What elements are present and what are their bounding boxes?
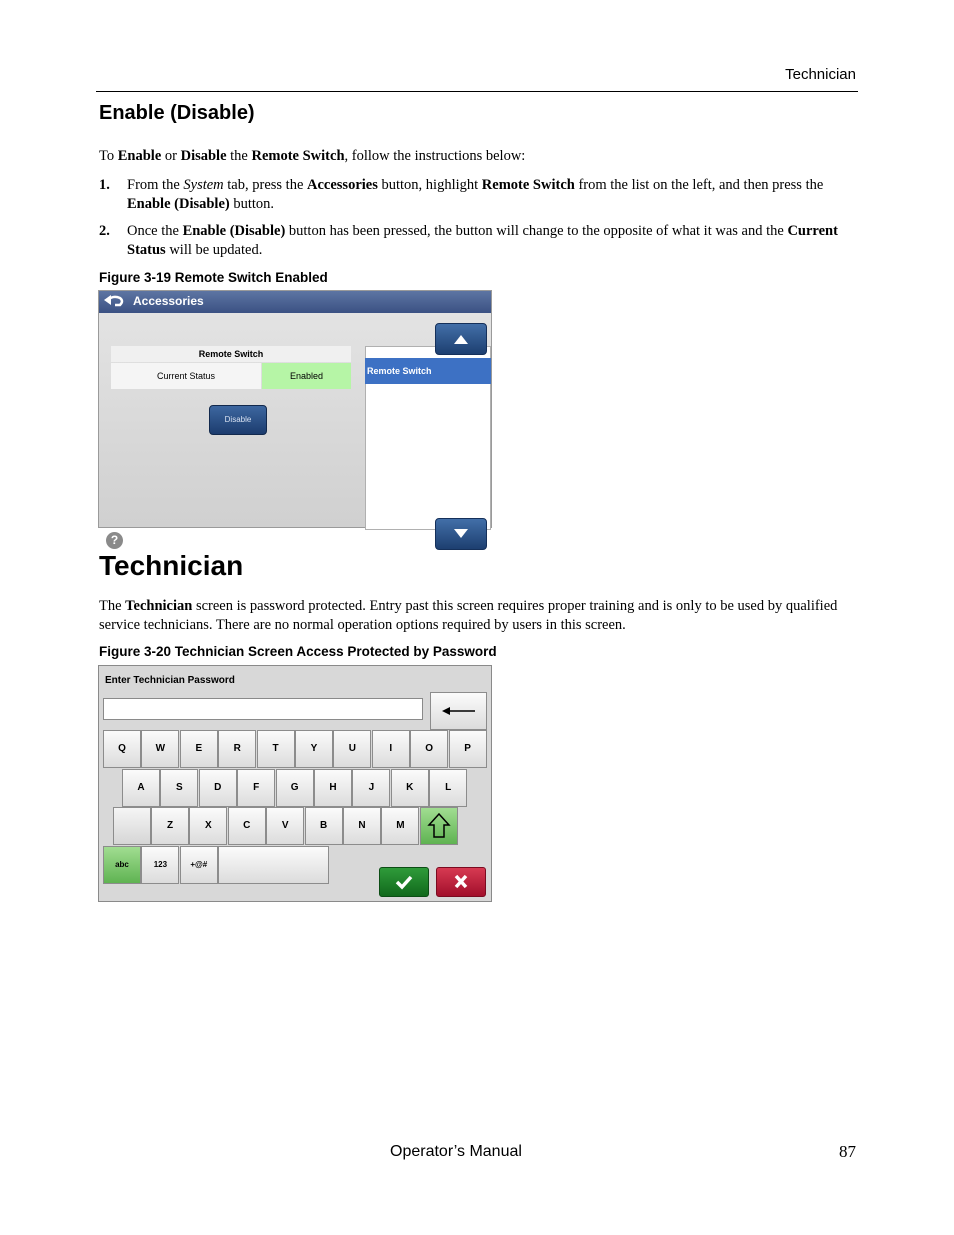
space-key[interactable] [218,846,329,884]
key-g[interactable]: G [276,769,314,807]
table-header: Remote Switch [111,346,351,362]
key-h[interactable]: H [314,769,352,807]
footer-title: Operator’s Manual [390,1143,522,1160]
key-d[interactable]: D [199,769,237,807]
password-prompt: Enter Technician Password [105,675,235,686]
disable-button[interactable]: Disable [209,405,267,435]
status-value: Enabled [262,363,351,389]
section-heading-technician: Technician [99,550,244,581]
shift-key[interactable] [420,807,458,845]
help-icon[interactable]: ? [106,532,123,549]
key-x[interactable]: X [189,807,227,845]
scroll-up-icon [436,324,486,354]
key-w[interactable]: W [141,730,179,768]
backspace-arrow-icon [431,693,486,729]
step-text: From the System tab, press the Accessories button, highlight Remote Switch from the list on the left, and then press the Enable (Disable) button. [127,177,824,212]
mode-key-1[interactable]: 123 [141,846,179,884]
key-e[interactable]: E [180,730,218,768]
key-z[interactable]: Z [151,807,189,845]
key-o[interactable]: O [410,730,448,768]
technician-paragraph: The Technician screen is password protected. Entry past this screen requires proper training and is only to be used by qualified service technicians. There are no normal operation options required by users in this screen. [99,598,838,633]
key-y[interactable]: Y [295,730,333,768]
status-label: Current Status [111,363,261,389]
running-head: Technician [785,66,856,83]
accessories-screen [98,290,492,547]
scroll-down-icon [436,519,486,549]
key-c[interactable]: C [228,807,266,845]
key-m[interactable]: M [381,807,419,845]
key-k[interactable]: K [391,769,429,807]
header-rule [96,91,858,92]
cancel-button[interactable] [436,867,486,897]
back-arrow-icon[interactable] [103,293,125,311]
intro-paragraph: To Enable or Disable the Remote Switch, follow the instructions below: [99,148,526,164]
figure-caption: Figure 3-20 Technician Screen Access Protected by Password [99,644,497,659]
key-n[interactable]: N [343,807,381,845]
screen-title: Accessories [133,294,204,308]
step-text: Once the Enable (Disable) button has been pressed, the button will change to the opposite of what it was and the Current Status will be updated. [127,223,838,258]
step-number: 1. [99,177,110,193]
key-t[interactable]: T [257,730,295,768]
key-l[interactable]: L [429,769,467,807]
key-i[interactable]: I [372,730,410,768]
key-v[interactable]: V [266,807,304,845]
step-1 [99,176,856,216]
close-icon [437,868,485,896]
section-heading-enable: Enable (Disable) [99,102,255,124]
check-icon [380,868,428,896]
mode-key-2[interactable]: +@# [180,846,218,884]
list-item-remote-switch[interactable]: Remote Switch [365,358,491,384]
step-2 [99,222,856,262]
key-j[interactable]: J [352,769,390,807]
shift-arrow-icon [421,808,457,844]
content-panel [99,313,491,547]
key-r[interactable]: R [218,730,256,768]
step-number: 2. [99,223,110,239]
key-q[interactable]: Q [103,730,141,768]
key-f[interactable]: F [237,769,275,807]
mode-key-0[interactable]: abc [103,846,141,884]
backspace-key[interactable] [430,692,487,730]
scroll-down-button[interactable] [435,518,487,550]
key-u[interactable]: U [333,730,371,768]
ok-button[interactable] [379,867,429,897]
figure-caption: Figure 3-19 Remote Switch Enabled [99,270,328,285]
password-input[interactable] [103,698,423,720]
blank-key[interactable] [113,807,151,845]
technician-password-screen [98,665,492,902]
key-a[interactable]: A [122,769,160,807]
page-number: 87 [839,1142,856,1161]
key-p[interactable]: P [449,730,487,768]
key-s[interactable]: S [160,769,198,807]
key-b[interactable]: B [305,807,343,845]
scroll-up-button[interactable] [435,323,487,355]
